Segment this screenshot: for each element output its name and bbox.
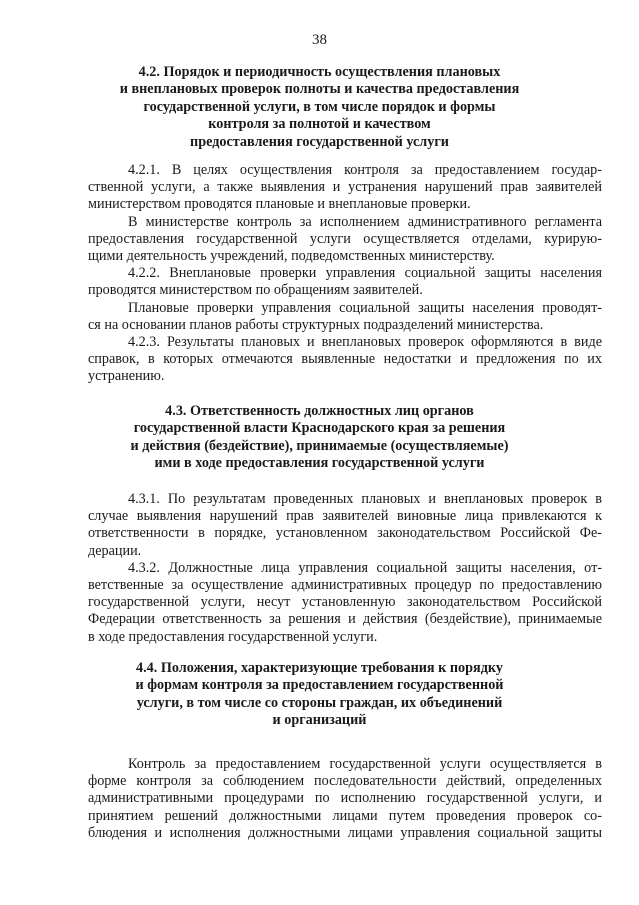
heading-line: государственной услуги, в том числе порядок и формы bbox=[143, 98, 496, 115]
section-heading-4-4 bbox=[0, 660, 639, 730]
paragraph-planned-checks bbox=[88, 300, 602, 334]
section-body-4-2 bbox=[88, 162, 602, 386]
heading-line: ими в ходе предоставления государственной услуги bbox=[154, 455, 485, 472]
text-line: предоставления государственной услуги осуществляется отделами, курирую- bbox=[88, 230, 602, 247]
text-line: Федерации ответственность за решения и действия (бездействие), принимаемые bbox=[88, 611, 602, 628]
text-line: дерации. bbox=[88, 542, 142, 559]
text-line: ответственности в порядке, установленном законодательством Российской Фе- bbox=[88, 525, 602, 542]
heading-line: и внеплановых проверок полноты и качества предоставления bbox=[119, 81, 520, 98]
text-line: ся на основании планов работы структурных подразделений министерства. bbox=[88, 316, 544, 333]
text-line: справок, в которых отмечаются выявленные недостатки и предложения по их bbox=[88, 351, 602, 368]
text-line: 4.2.3. Результаты плановых и внеплановых проверок оформляются в виде bbox=[128, 334, 602, 351]
paragraph-4-3-2 bbox=[88, 560, 602, 646]
paragraph-ministry-control bbox=[88, 214, 602, 266]
heading-line: государственной власти Краснодарского края за решения bbox=[133, 420, 506, 437]
heading-line: 4.4. Положения, характеризующие требования к порядку bbox=[136, 660, 503, 676]
page-number: 38 bbox=[312, 32, 327, 48]
heading-line: 4.2. Порядок и периодичность осуществления плановых bbox=[138, 64, 501, 80]
heading-line: и действия (бездействие), принимаемые (осуществляемые) bbox=[130, 437, 509, 454]
text-line: щими деятельность учреждений, подведомственных министерству. bbox=[88, 248, 495, 265]
section-body-4-3 bbox=[88, 491, 602, 646]
paragraph-4-4-control bbox=[88, 756, 602, 842]
heading-line: и формам контроля за предоставлением государственной bbox=[135, 677, 504, 694]
text-line: устранению. bbox=[88, 368, 165, 385]
text-line: случае выявления нарушений прав заявителей виновные лица привлекаются к bbox=[88, 508, 602, 525]
text-line: 4.2.1. В целях осуществления контроля за предоставлением государ- bbox=[128, 162, 602, 178]
text-line: ветственные за осуществление административных процедур по предоставлению bbox=[88, 577, 602, 594]
text-line: Контроль за предоставлением государственной услуги осуществляется в bbox=[128, 756, 602, 772]
text-line: принятием решений должностными лицами путем проведения проверок со- bbox=[88, 807, 602, 824]
text-line: проводятся министерством по обращениям заявителей. bbox=[88, 282, 423, 299]
text-line: 4.2.2. Внеплановые проверки управления социальной защиты населения bbox=[128, 265, 602, 282]
text-line: в ходе предоставления государственной услуги. bbox=[88, 628, 378, 645]
heading-line: контроля за полнотой и качеством bbox=[208, 116, 431, 133]
text-line: 4.3.2. Должностные лица управления социальной защиты населения, от- bbox=[128, 559, 602, 576]
heading-line: предоставления государственной услуги bbox=[190, 133, 449, 150]
paragraph-4-2-2 bbox=[88, 265, 602, 299]
heading-line: услуги, в том числе со стороны граждан, их объединений bbox=[136, 694, 503, 711]
text-line: В министерстве контроль за исполнением административного регламента bbox=[128, 213, 602, 230]
heading-line: и организаций bbox=[272, 712, 367, 729]
text-line: 4.3.1. По результатам проведенных плановых и внеплановых проверок в bbox=[128, 491, 602, 507]
text-line: Плановые проверки управления социальной защиты населения проводят- bbox=[128, 299, 602, 316]
section-heading-4-2 bbox=[0, 64, 639, 151]
text-line: государственной услуги, несут установленную законодательством Российской bbox=[88, 594, 602, 611]
text-line: министерством проводятся плановые и внеплановые проверки. bbox=[88, 196, 471, 213]
heading-line: 4.3. Ответственность должностных лиц органов bbox=[165, 403, 474, 419]
paragraph-4-2-1 bbox=[88, 162, 602, 214]
text-line: форме контроля за соблюдением последовательности действий, определенных bbox=[88, 773, 602, 790]
section-body-4-4 bbox=[88, 756, 602, 842]
section-heading-4-3 bbox=[0, 403, 639, 473]
text-line: административными процедурами по исполнению государственной услуги, и bbox=[88, 790, 602, 807]
text-line: ственной услуги, а также выявления и устранения нарушений прав заявителей bbox=[88, 179, 602, 196]
text-line: блюдения и исполнения должностными лицами управления социальной защиты bbox=[88, 824, 602, 841]
paragraph-4-2-3 bbox=[88, 334, 602, 386]
paragraph-4-3-1 bbox=[88, 491, 602, 560]
